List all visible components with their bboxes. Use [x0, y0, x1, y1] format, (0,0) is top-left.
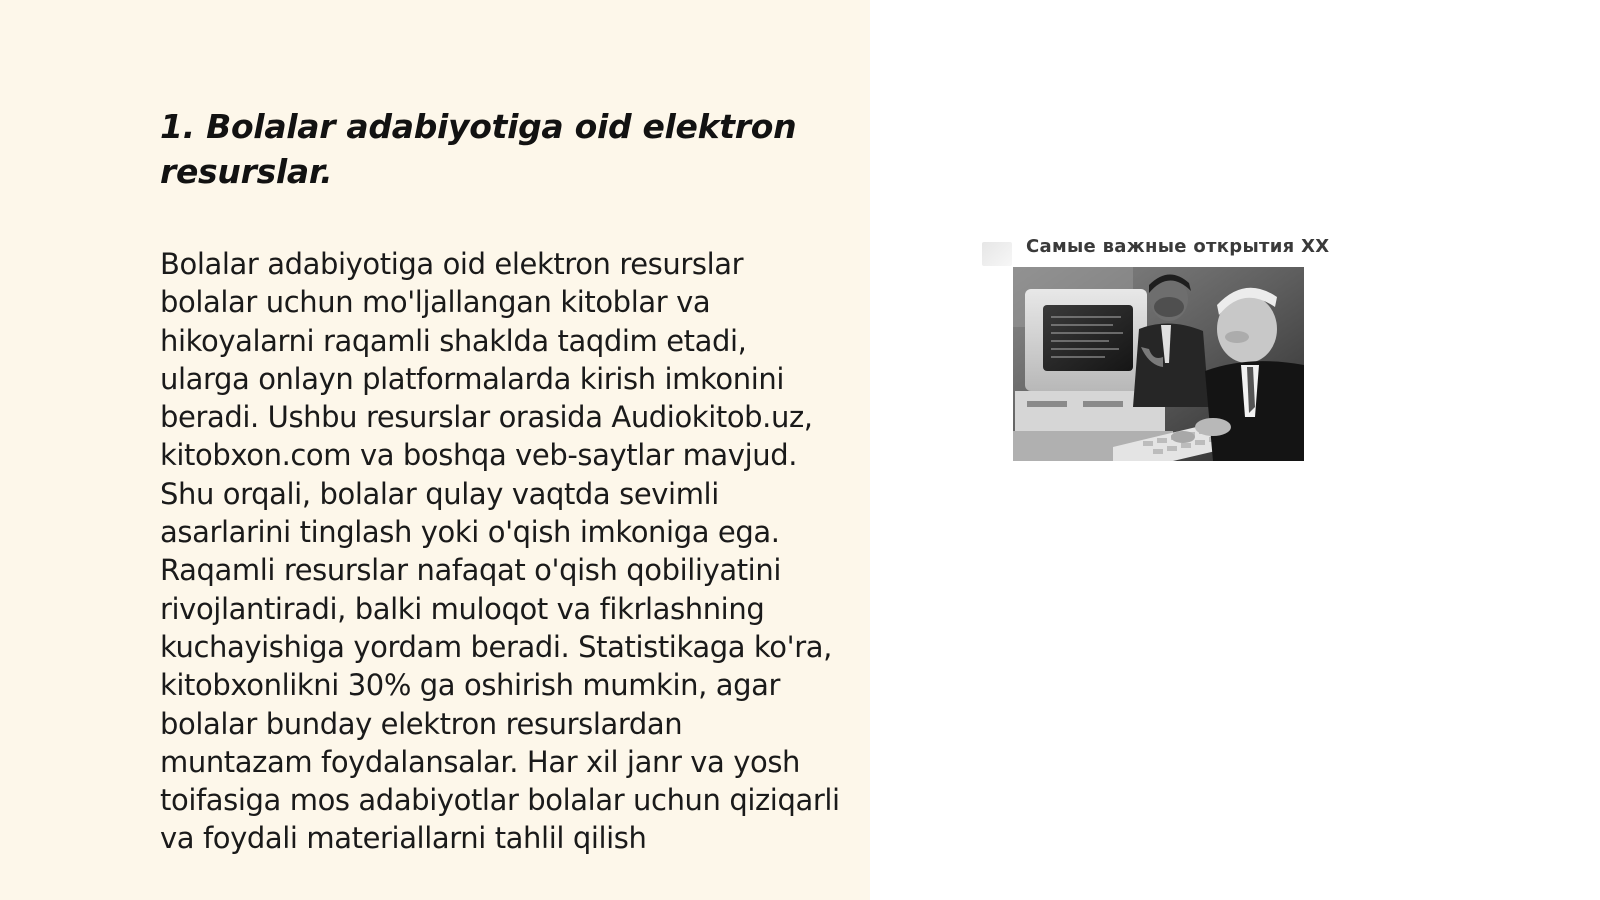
slide-heading: 1. Bolalar adabiyotiga oid elektron resurslar. [160, 107, 797, 191]
figure-caption: Самые важные открытия ХХ [1026, 236, 1330, 257]
computer-photo [1013, 267, 1304, 461]
figure [982, 236, 1362, 466]
slide-body-text: Bolalar adabiyotiga oid elektron resurslar bolalar uchun mo'ljallangan kitoblar va hikoyalarni raqamli shaklda taqdim etadi, ularga onlayn platformalarda kirish imkonini beradi. Ushbu resurslar orasida Audiokitob.uz, kitobxon.com va boshqa veb-saytlar mavjud. Shu orqali, bolalar qulay vaqtda sevimli asarlarini tinglash yoki o'qish imkoniga ega. Raqamli resurslar nafaqat o'qish qobiliyatini rivojlantiradi, balki muloqot va fikrlashning kuchayishiga yordam beradi. Statistikaga ko'ra, kitobxonlikni 30% ga oshirish mumkin, agar bolalar bunday elektron resurslardan muntazam foydalansalar. Har xil janr va yosh toifasiga mos adabiyotlar bolalar uchun qiziqarli va foydali materiallarni tahlil qilish [160, 247, 840, 856]
image-thumbnail-placeholder [982, 242, 1012, 266]
